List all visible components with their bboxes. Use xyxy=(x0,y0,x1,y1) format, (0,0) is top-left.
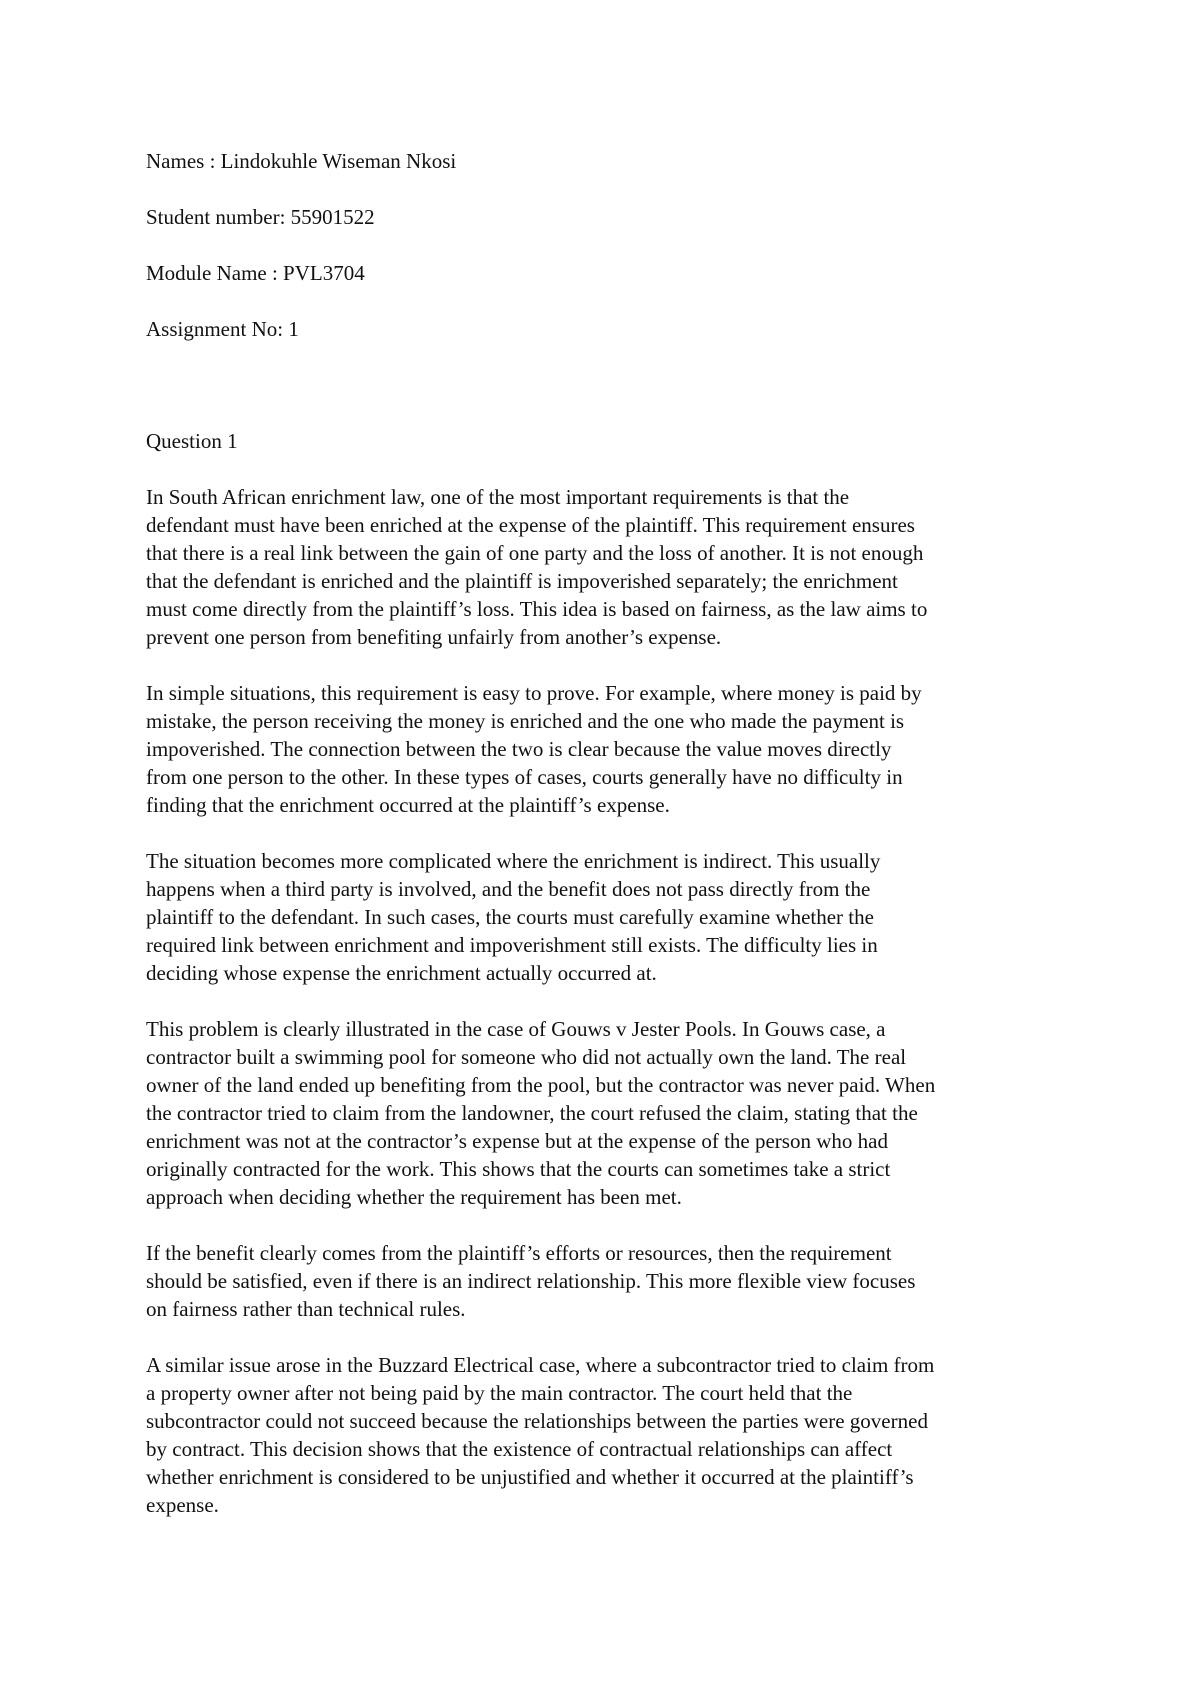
paragraph-line: should be satisfied, even if there is an indirect relationship. This more flexible view focuses xyxy=(146,1269,916,1293)
paragraph-line: defendant must have been enriched at the expense of the plaintiff. This requirement ensures xyxy=(146,513,915,537)
paragraph-line: subcontractor could not succeed because the relationships between the parties were governed xyxy=(146,1409,928,1433)
paragraph-line: This problem is clearly illustrated in the case of Gouws v Jester Pools. In Gouws case, a xyxy=(146,1017,886,1041)
paragraph-line: by contract. This decision shows that the existence of contractual relationships can affect xyxy=(146,1437,893,1461)
module-name: Module Name : PVL3704 xyxy=(146,261,365,285)
student-number: Student number: 55901522 xyxy=(146,205,375,229)
paragraph-line: that there is a real link between the gain of one party and the loss of another. It is not enough xyxy=(146,541,924,565)
paragraph-6 xyxy=(146,1351,1066,1519)
paragraph-line: A similar issue arose in the Buzzard Electrical case, where a subcontractor tried to claim from xyxy=(146,1353,935,1377)
paragraph-line: from one person to the other. In these types of cases, courts generally have no difficulty in xyxy=(146,765,903,789)
paragraph-line: required link between enrichment and impoverishment still exists. The difficulty lies in xyxy=(146,933,878,957)
paragraph-line: originally contracted for the work. This shows that the courts can sometimes take a strict xyxy=(146,1157,891,1181)
paragraph-line: In South African enrichment law, one of the most important requirements is that the xyxy=(146,485,850,509)
paragraph-line: whether enrichment is considered to be unjustified and whether it occurred at the plaintiff’s xyxy=(146,1465,914,1489)
paragraph-line: approach when deciding whether the requirement has been met. xyxy=(146,1185,682,1209)
paragraph-line: impoverished. The connection between the two is clear because the value moves directly xyxy=(146,737,892,761)
paragraph-line: mistake, the person receiving the money is enriched and the one who made the payment is xyxy=(146,709,905,733)
paragraph-line: deciding whose expense the enrichment actually occurred at. xyxy=(146,961,657,985)
paragraph-line: that the defendant is enriched and the plaintiff is impoverished separately; the enrichment xyxy=(146,569,898,593)
paragraph-line: finding that the enrichment occurred at the plaintiff’s expense. xyxy=(146,793,670,817)
paragraph-line: contractor built a swimming pool for someone who did not actually own the land. The real xyxy=(146,1045,907,1069)
paragraph-line: happens when a third party is involved, and the benefit does not pass directly from the xyxy=(146,877,871,901)
paragraph-line: on fairness rather than technical rules. xyxy=(146,1297,466,1321)
paragraph-line: plaintiff to the defendant. In such cases, the courts must carefully examine whether the xyxy=(146,905,874,929)
paragraph-3 xyxy=(146,847,1066,987)
paragraph-line: In simple situations, this requirement is easy to prove. For example, where money is paid by xyxy=(146,681,922,705)
assignment-number: Assignment No: 1 xyxy=(146,317,299,341)
paragraph-line: enrichment was not at the contractor’s expense but at the expense of the person who had xyxy=(146,1129,888,1153)
paragraph-4 xyxy=(146,1015,1066,1211)
paragraph-line: owner of the land ended up benefiting from the pool, but the contractor was never paid. When xyxy=(146,1073,936,1097)
paragraph-line: expense. xyxy=(146,1493,219,1517)
paragraph-line: prevent one person from benefiting unfairly from another’s expense. xyxy=(146,625,722,649)
paragraph-1 xyxy=(146,483,1066,651)
paragraph-5 xyxy=(146,1239,1066,1323)
document-body xyxy=(146,147,1066,1547)
question-heading: Question 1 xyxy=(146,429,238,453)
paragraph-line: If the benefit clearly comes from the plaintiff’s efforts or resources, then the requirement xyxy=(146,1241,892,1265)
paragraph-line: The situation becomes more complicated where the enrichment is indirect. This usually xyxy=(146,849,881,873)
student-names: Names : Lindokuhle Wiseman Nkosi xyxy=(146,149,457,173)
paragraph-line: the contractor tried to claim from the landowner, the court refused the claim, stating that the xyxy=(146,1101,918,1125)
paragraph-line: a property owner after not being paid by the main contractor. The court held that the xyxy=(146,1381,853,1405)
paragraph-line: must come directly from the plaintiff’s loss. This idea is based on fairness, as the law aims to xyxy=(146,597,928,621)
paragraph-2 xyxy=(146,679,1066,819)
